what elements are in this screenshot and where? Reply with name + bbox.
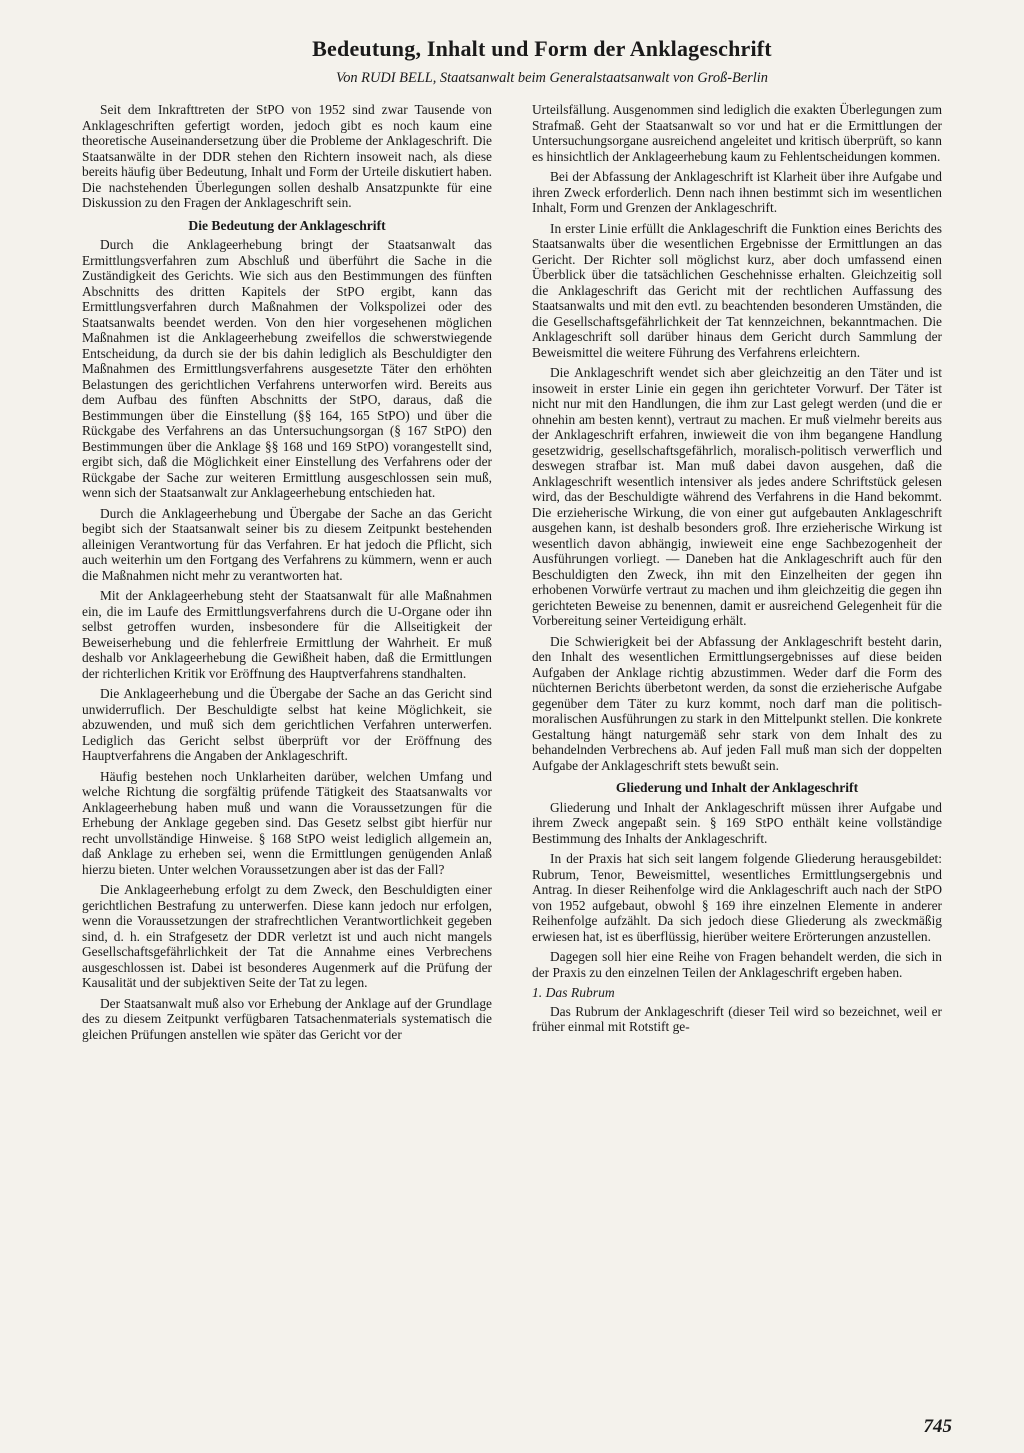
paragraph: Die Anklageschrift wendet sich aber gleichzeitig an den Täter und ist insoweit in erster Linie ein gegen ihn gerichteter Vorwurf. Der Täter ist nicht nur mit den Handlungen, die ihm zur Last gelegt werden (und die er ohnehin am besten kennt), vertraut zu machen. Er muß vielmehr bereits aus der Anklageschrift erfahren, inwieweit die von ihm begangene Handlung gesetzwidrig, gesellschaftsgefährlich, moralisch-politisch verwerflich und deswegen strafbar ist. Man muß dabei davon ausgehen, daß die Anklageschrift wesentlich intensiver als jedes andere Schriftstück gelesen wird, das der Beschuldigte während des Verfahrens in die Hand bekommt. Die erzieherische Wirkung, die von einer gut aufgebauten Anklageschrift ausgehen kann, ist deshalb besonders groß. Ihre erzieherische Wirkung ist wesentlich davon abhängig, inwieweit eine enge Sachbezogenheit der Ausführungen vorliegt. — Daneben hat die Anklageschrift auch für den Beschuldigten den Zweck, ihn mit den Einzelheiten der gegen ihn erhobenen Vorwürfe vertraut zu machen und ihm gleichzeitig die gegen ihn gerichteten Beweise zu benennen, damit er ausreichend Gelegenheit für die Vorbereitung seiner Verteidigung erhält. [532,365,942,628]
paragraph: Mit der Anklageerhebung steht der Staatsanwalt für alle Maßnahmen ein, die im Laufe des Ermittlungsverfahrens durch die U-Organe oder ihn selbst getroffen wurden, insbesondere für die Allseitigkeit der Beweiserhebung und die fehlerfreie Ermittlung der Wahrheit. Er muß deshalb vor Anklageerhebung die Gewißheit haben, daß die Ermittlungen der richterlichen Kritik vor Eröffnung des Hauptverfahrens standhalten. [82,588,492,681]
right-column [532,102,942,1040]
page-number: 745 [923,1416,952,1437]
article-byline: Von RUDI BELL, Staatsanwalt beim Generalstaatsanwalt von Groß-Berlin [336,70,768,86]
paragraph: Dagegen soll hier eine Reihe von Fragen behandelt werden, die sich in der Praxis zu den einzelnen Teilen der Anklageschrift ergeben haben. [532,949,942,980]
paragraph: Der Staatsanwalt muß also vor Erhebung der Anklage auf der Grundlage des zu diesem Zeitpunkt verfügbaren Tatsachenmaterials systematisch die gleichen Prüfungen anstellen wie später das Gericht vor der [82,995,492,1042]
paragraph: In erster Linie erfüllt die Anklageschrift die Funktion eines Berichts des Staatsanwalts über die wesentlichen Ergebnisse der Ermittlungen an das Gericht. Der Richter soll möglichst kurz, aber doch umfassend einen Überblick über die tatsächlichen Geschehnisse erhalten. Gleichzeitig soll die Anklageschrift das Gericht mit der rechtlichen Auffassung des Staatsanwalts und mit den evtl. zu beachtenden besonderen Umständen, die die Gesellschaftsgefährlichkeit der Tat kennzeichnen, bekanntmachen. Die Anklageschrift soll darüber hinaus dem Gericht durch Sammlung der Beweismittel die weitere Führung des Verfahrens erleichtern. [532,220,942,360]
paragraph: In der Praxis hat sich seit langem folgende Gliederung herausgebildet: Rubrum, Tenor, Beweismittel, wesentliches Ermittlungsergebnis und Antrag. In dieser Reihenfolge wird die Anklageschrift auch nach der StPO von 1952 aufgebaut, obwohl § 169 ihre einzelnen Elemente in anderer Reihenfolge aufzählt. Da sich jedoch diese Gliederung als zweckmäßig erwiesen hat, ist es überflüssig, hierüber weitere Erörterungen anzustellen. [532,851,942,944]
paragraph: Die Anklageerhebung und die Übergabe der Sache an das Gericht sind unwiderruflich. Der Beschuldigte selbst hat keine Möglichkeit, sie abzuwenden, und muß sich dem gerichtlichen Verfahren unterwerfen. Lediglich das Gericht selbst überprüft vor der Eröffnung des Hauptverfahrens die Angaben der Anklageschrift. [82,686,492,763]
subsection-heading: 1. Das Rubrum [532,985,615,1000]
paragraph: Gliederung und Inhalt der Anklageschrift müssen ihrer Aufgabe und ihrem Zweck angepaßt sein. § 169 StPO enthält keine vollständige Bestimmung des Inhalts der Anklageschrift. [532,799,942,846]
section-heading: Gliederung und Inhalt der Anklageschrift [615,780,859,795]
section-heading: Die Bedeutung der Anklageschrift [188,217,386,233]
paragraph: Das Rubrum der Anklageschrift (dieser Teil wird so bezeichnet, weil er früher einmal mit Rotstift ge- [532,1003,942,1034]
paragraph: Urteilsfällung. Ausgenommen sind lediglich die exakten Überlegungen zum Strafmaß. Geht der Staatsanwalt so vor und hat er die Ermittlungen der Untersuchungsorgane ausreichend angeleitet und kritisch überprüft, so kann es hinsichtlich der Anklageerhebung kaum zu Fehlentscheidungen kommen. [532,102,942,164]
paragraph: Die Anklageerhebung erfolgt zu dem Zweck, den Beschuldigten einer gerichtlichen Bestrafung zu unterwerfen. Diese kann jedoch nur erfolgen, wenn die Voraussetzungen der strafrechtlichen Verantwortlichkeit gegeben sind, d. h. ein Strafgesetz der DDR verletzt ist und auch nicht mangels Gesellschaftsgefährlichkeit der Tat die Annahme eines Verbrechens ausgeschlossen ist. Dabei ist besonderes Augenmerk auf die Prüfung der Kausalität und der subjektiven Seite der Tat zu legen. [82,882,492,990]
paragraph: Seit dem Inkrafttreten der StPO von 1952 sind zwar Tausende von Anklageschriften gefertigt worden, jedoch gibt es noch kaum eine theoretische Auseinandersetzung über die Probleme der Anklageschrift. Die Staatsanwälte in der DDR stehen den Richtern insoweit nach, als diese bereits häufig über Bedeutung, Inhalt und Form der Urteile diskutiert haben. Die nachstehenden Überlegungen sollen deshalb Ansatzpunkte für eine Diskussion zu den Fragen der Anklageschrift sein. [82,102,492,210]
article-title: Bedeutung, Inhalt und Form der Anklageschrift [312,36,772,61]
paragraph: Bei der Abfassung der Anklageschrift ist Klarheit über ihre Aufgabe und ihren Zweck erforderlich. Denn nach ihnen bestimmt sich im wesentlichen Inhalt, Form und Grenzen der Anklageschrift. [532,169,942,215]
paragraph: Häufig bestehen noch Unklarheiten darüber, welchen Umfang und welche Richtung die sorgfältig prüfende Tätigkeit des Staatsanwalts vor Anklageerhebung haben muß und wann die Voraussetzungen für die Erhebung der Anklage gegeben sind. Das Gesetz selbst gibt hierfür nur recht unvollständige Hinweise. § 168 StPO weist lediglich allgemein an, daß Anklage zu erheben sei, wenn die Ermittlungen genügenden Anlaß hierzu bieten. Unter welchen Voraussetzungen aber ist das der Fall? [82,768,492,877]
paragraph: Die Schwierigkeit bei der Abfassung der Anklageschrift besteht darin, den Inhalt des wesentlichen Ermittlungsergebnisses auf diese beiden Aufgaben der Anklage richtig abzustimmen. Weder darf die Form des nüchternen Berichts überbetont werden, da sonst die erzieherische Aufgabe gegenüber dem Täter zu kurz kommt, noch darf man die politisch-moralischen Ausführungen zu stark in den Mittelpunkt stellen. Die konkrete Gestaltung hängt naturgemäß sehr stark von dem Inhalt des zu behandelnden Verbrechens ab. Auf jeden Fall muß man sich der doppelten Aufgabe der Anklageschrift stets bewußt sein. [532,633,942,773]
paragraph: Durch die Anklageerhebung und Übergabe der Sache an das Gericht begibt sich der Staatsanwalt seiner bis zu diesem Zeitpunkt bestehenden alleinigen Verantwortung für das Verfahren. Er hat jedoch die Pflicht, sich auch weiterhin um den Fortgang des Verfahrens zu kümmern, wenn er auch die Maßnahmen nicht mehr zu verantworten hat. [82,505,492,583]
left-column [82,102,492,1047]
paragraph: Durch die Anklageerhebung bringt der Staatsanwalt das Ermittlungsverfahren zum Abschluß und überführt die Sache in die Zuständigkeit des Gerichts. Wie sich aus den Bestimmungen des fünften Abschnitts des dritten Kapitels der StPO ergibt, kann das Ermittlungsverfahren durch Maßnahmen der Volkspolizei oder des Staatsanwalts beendet werden. Von den hier vorgesehenen möglichen Maßnahmen ist die Anklageerhebung zweifellos die schwerstwiegende Entscheidung, da durch sie der bis dahin lediglich als Beschuldigter den Maßnahmen des Ermittlungsverfahrens ausgesetzte Täter den erhöhten Belastungen des gerichtlichen Verfahrens unterworfen wird. Bereits aus dem Aufbau des fünften Abschnitts der StPO, daraus, daß die Bestimmungen über die Einstellung (§§ 164, 165 StPO) und über die Rückgabe des Verfahrens an das Untersuchungsorgan (§ 167 StPO) den Bestimmungen über die Anklage §§ 168 und 169 StPO) vorangestellt sind, ergibt sich, daß die Möglichkeit einer Einstellung des Verfahrens oder der Rückgabe der Sache zur weiteren Ermittlung ausgeschlossen sein muß, wenn sich der Staatsanwalt zur Anklageerhebung entschieden hat. [82,237,492,500]
